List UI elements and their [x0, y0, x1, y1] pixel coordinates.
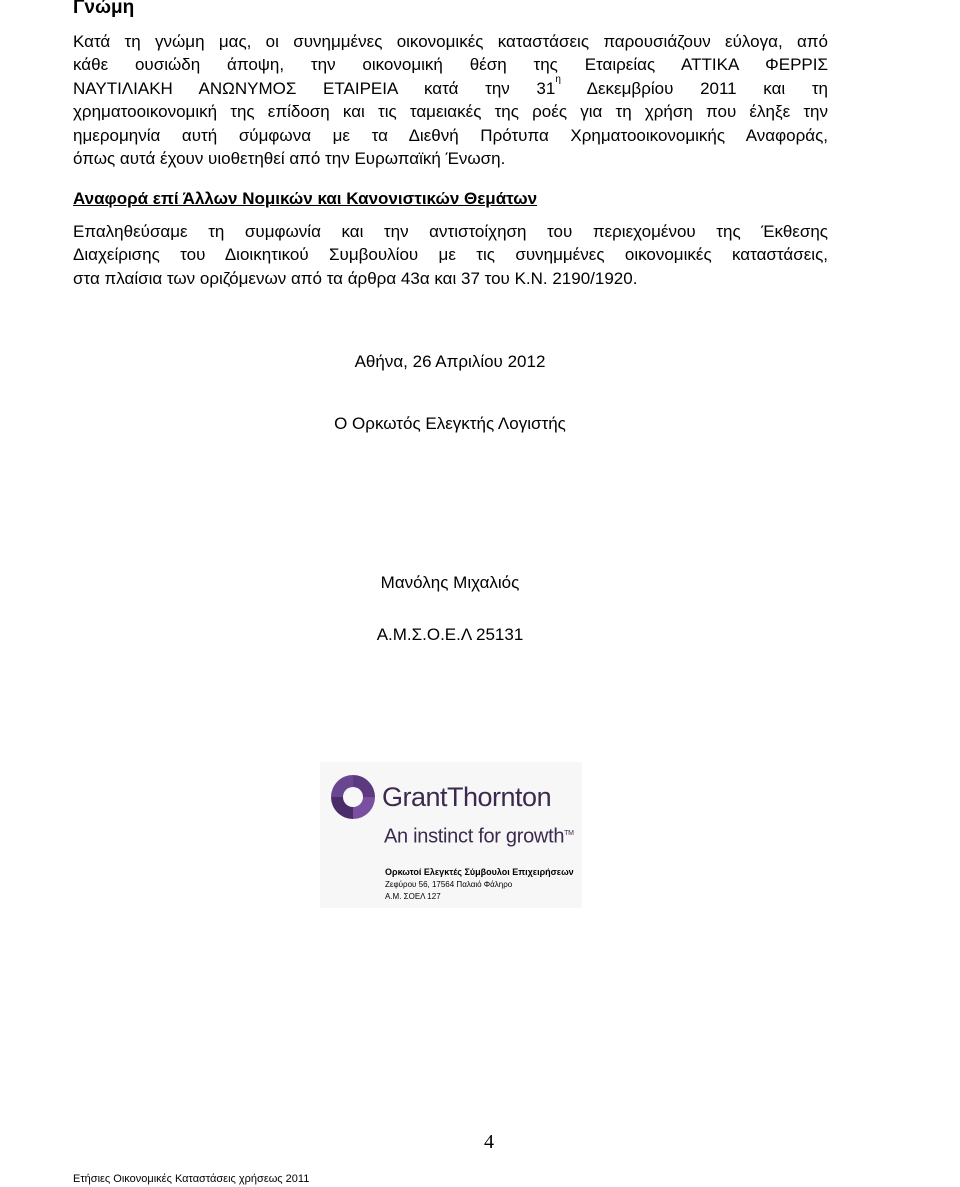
opinion-line-part: ΝΑΥΤΙΛΙΑΚΗ ΑΝΩΝΥΜΟΣ ΕΤΑΙΡΕΙΑ κατά την 31 — [73, 78, 556, 98]
page-number: 4 — [484, 1131, 494, 1153]
opinion-line: Κατά τη γνώμη μας, οι συνημμένες οικονομικές καταστάσεις παρουσιάζουν εύλογα, από — [73, 32, 828, 51]
opinion-line-part: Δεκεμβρίου 2011 και τη — [560, 78, 828, 98]
firm-description: Ορκωτοί Ελεγκτές Σύμβουλοι Επιχειρήσεων — [385, 867, 574, 877]
grant-thornton-logo-icon — [328, 772, 378, 822]
opinion-line — [73, 73, 828, 100]
signature-date: Αθήνα, 26 Απριλίου 2012 — [354, 352, 546, 371]
auditor-registration: Α.Μ.Σ.Ο.Ε.Λ 25131 — [376, 625, 524, 644]
other-matters-line: Διαχείρισης του Διοικητικού Συμβουλίου με τις συνημμένες οικονομικές καταστάσεις, — [73, 245, 828, 265]
other-matters-line: Επαληθεύσαμε τη συμφωνία και την αντιστοίχηση του περιεχομένου της Έκθεσης — [73, 222, 828, 241]
auditor-title: Ο Ορκωτός Ελεγκτής Λογιστής — [334, 414, 566, 433]
logo-tagline-text: An instinct for growth — [384, 825, 565, 848]
page-footer: Ετήσιες Οικονομικές Καταστάσεις χρήσεως 2011 — [73, 1173, 310, 1185]
opinion-line: όπως αυτά έχουν υιοθετηθεί από την Ευρωπαϊκή Ένωση. — [73, 148, 506, 168]
opinion-line: χρηματοοικονομική της επίδοση και τις ταμειακές της ροές για τη χρήση που έληξε την — [73, 102, 828, 122]
opinion-line: ημερομηνία αυτή σύμφωνα με τα Διεθνή Πρότυπα Χρηματοοικονομικής Αναφοράς, — [73, 125, 828, 145]
trademark-mark: TM — [564, 830, 574, 837]
opinion-heading: Γνώμη — [73, 0, 135, 18]
opinion-paragraph — [73, 30, 828, 170]
other-matters-heading: Αναφορά επί Άλλων Νομικών και Κανονιστικών Θεμάτων — [73, 189, 538, 208]
logo-tagline — [384, 822, 574, 849]
ordinal-superscript: η — [555, 73, 561, 85]
firm-registration: Α.Μ. ΣΟΕΛ 127 — [385, 892, 441, 901]
firm-address: Ζεφύρου 56, 17564 Παλαιό Φάληρο — [385, 880, 513, 889]
other-matters-paragraph — [73, 220, 828, 290]
auditor-name: Μανόλης Μιχαλιός — [380, 573, 520, 592]
opinion-line: κάθε ουσιώδη άποψη, την οικονομική θέση της Εταιρείας ΑΤΤΙΚΑ ΦΕΡΡΙΣ — [73, 55, 828, 75]
other-matters-line: στα πλαίσια των οριζόμενων από τα άρθρα 43α και 37 του Κ.Ν. 2190/1920. — [73, 268, 638, 288]
grant-thornton-stamp — [320, 762, 582, 908]
logo-brand-text: GrantThornton — [382, 782, 552, 812]
